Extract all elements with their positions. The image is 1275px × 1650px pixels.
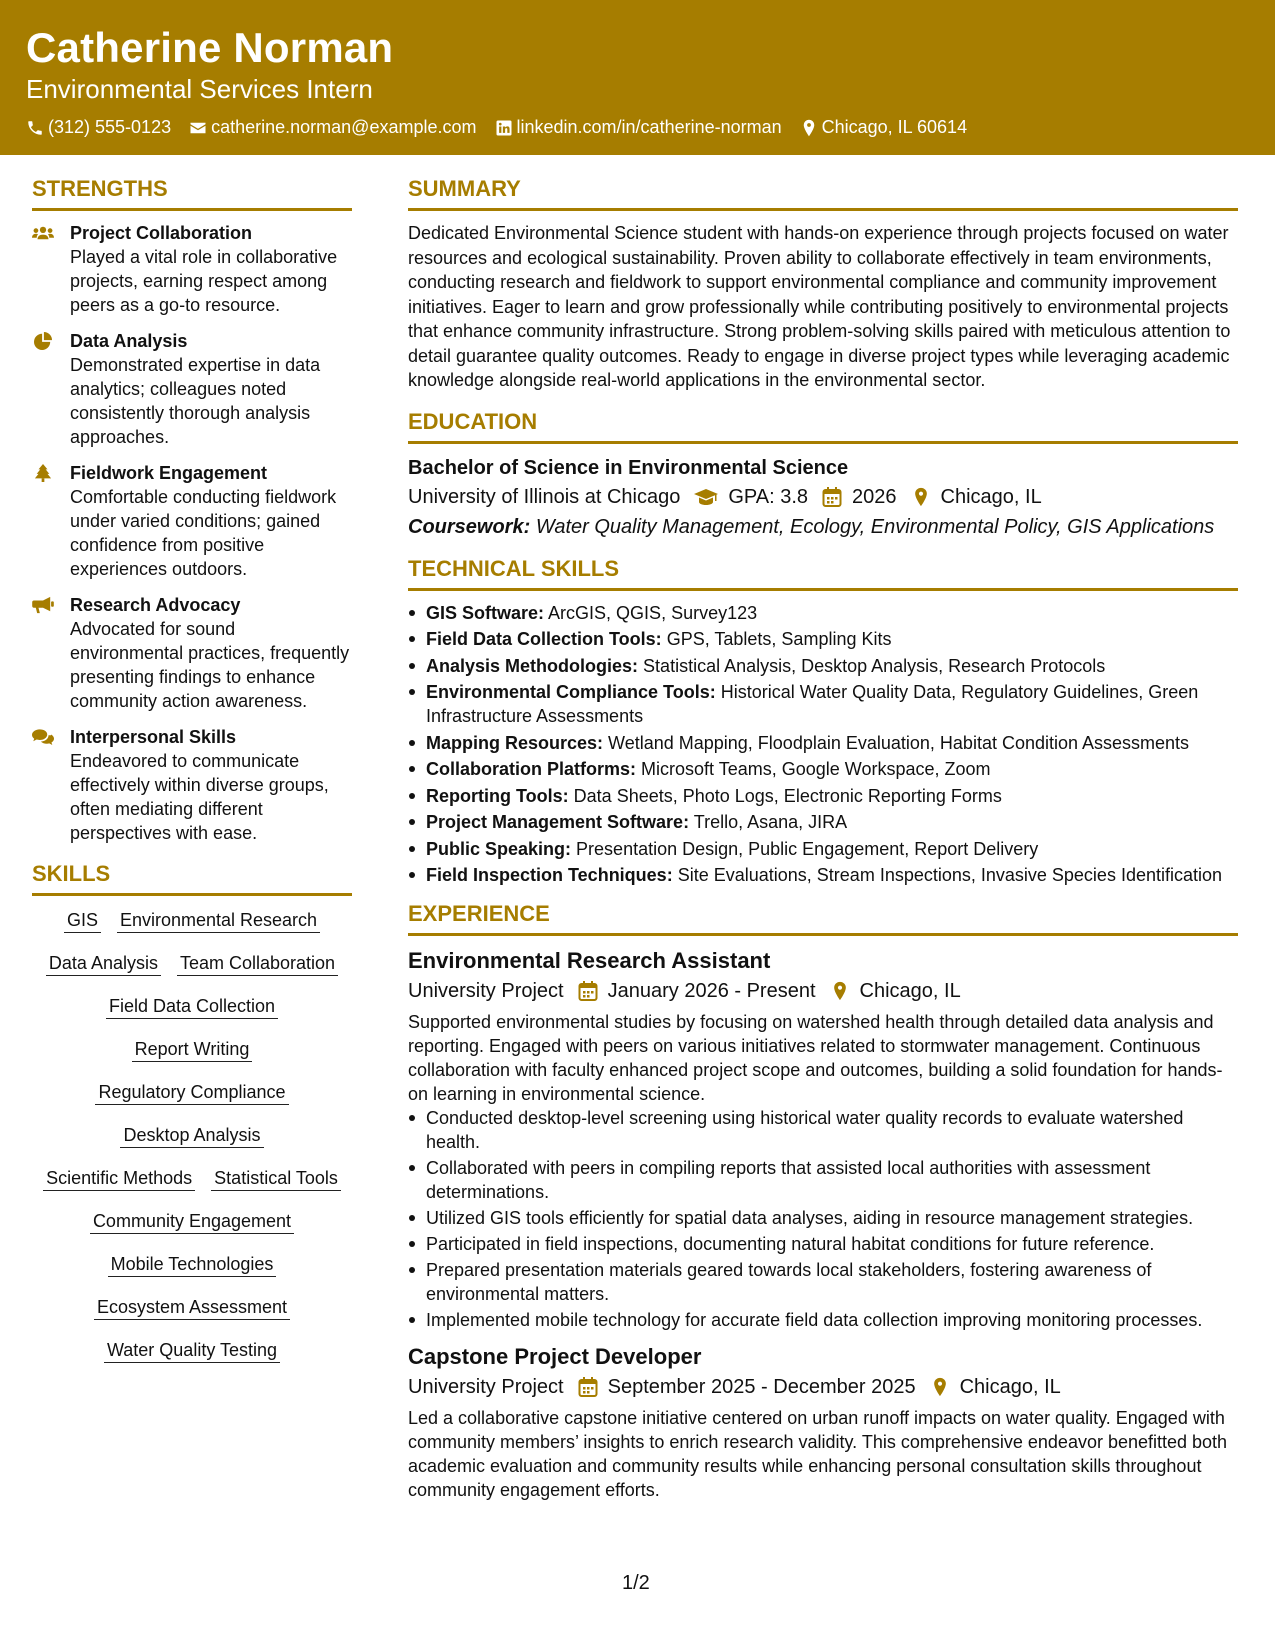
list-item: [408, 784, 1238, 808]
list-item: [408, 863, 1238, 887]
list-item: [408, 757, 1238, 781]
technical-skills-list: [408, 601, 1238, 888]
users-icon: [32, 224, 54, 242]
megaphone-icon: [32, 596, 54, 614]
job-title: Capstone Project Developer: [408, 1344, 702, 1369]
job-entry: [408, 946, 1238, 1332]
skill-category: Analysis Methodologies:: [426, 655, 639, 676]
summary-heading: SUMMARY: [408, 176, 1238, 211]
calendar-icon: [822, 487, 842, 507]
linkedin-icon: [495, 119, 513, 137]
job-location: Chicago, IL: [959, 1376, 1061, 1398]
resume-header: [0, 0, 1275, 155]
map-pin-icon: [800, 119, 818, 137]
skill-values: Trello, Asana, JIRA: [693, 812, 848, 832]
skill-tag: Regulatory Compliance: [95, 1080, 288, 1105]
coursework-list: Water Quality Management, Ecology, Environmental Policy, GIS Applications: [535, 515, 1215, 538]
skill-values: Statistical Analysis, Desktop Analysis, Research Protocols: [643, 655, 1106, 676]
comments-icon: [32, 728, 54, 746]
contact-location: [800, 117, 967, 138]
skill-category: Collaboration Platforms:: [426, 759, 637, 779]
skill-tag: GIS: [64, 908, 101, 933]
skill-category: Project Management Software:: [426, 812, 690, 832]
skills-heading: SKILLS: [32, 861, 352, 896]
skill-values: Microsoft Teams, Google Workspace, Zoom: [641, 759, 991, 779]
graduation-year: 2026: [852, 485, 897, 508]
gpa: GPA: 3.8: [728, 485, 809, 508]
skill-tag: Data Analysis: [46, 951, 161, 976]
skill-values: GPS, Tablets, Sampling Kits: [666, 629, 892, 649]
job-description: Led a collaborative capstone initiative centered on urban runoff impacts on water quality. Engaged with community members’ insights to enrich research validity. This comprehensive endeavor benefitted both academic evaluation and community results while enhancing personal consultation skills throughout community engagement efforts.: [408, 1408, 1228, 1500]
list-item: [408, 680, 1238, 728]
strengths-heading: STRENGTHS: [32, 176, 352, 211]
education-location: Chicago, IL: [940, 485, 1042, 508]
contact-linkedin[interactable]: [495, 117, 782, 138]
skill-values: Wetland Mapping, Floodplain Evaluation, Habitat Condition Assessments: [608, 732, 1190, 753]
list-item: [408, 837, 1238, 861]
contact-phone[interactable]: [26, 117, 171, 138]
job-meta: [408, 1372, 1238, 1402]
skill-tag: Environmental Research: [117, 908, 320, 933]
contact-bar: [26, 117, 985, 138]
list-item: Conducted desktop-level screening using historical water quality records to evaluate watershed health.: [408, 1106, 1238, 1154]
job-title: Environmental Research Assistant: [408, 948, 771, 973]
list-item: [408, 654, 1238, 678]
list-item: [408, 627, 1238, 651]
summary-text: Dedicated Environmental Science student with hands-on experience through projects focused on water resources and ecological sustainability. Proven ability to collaborate effectively in team environments, conducting research and fieldwork to support environmental compliance and community improvement initiatives. Eager to learn and grow professionally while contributing positively to environmental projects that enhance community infrastructure. Strong problem-solving skills paired with meticulous attention to detail guarantee quality outcomes. Ready to engage in diverse project types while leveraging academic knowledge alongside real-world applications in the environmental sector.: [408, 223, 1231, 390]
strength-desc: Advocated for sound environmental practices, frequently presenting findings to enhance community action awareness.: [70, 619, 350, 711]
skill-tag: Team Collaboration: [177, 951, 338, 976]
job-entry: [408, 1342, 1238, 1502]
list-item: [408, 601, 1238, 625]
skill-category: Public Speaking:: [426, 838, 572, 859]
pie-chart-icon: [32, 332, 54, 350]
degree-title: Bachelor of Science in Environmental Science: [408, 456, 849, 479]
contact-phone-text: (312) 555-0123: [48, 117, 172, 137]
skill-values: Presentation Design, Public Engagement, Report Delivery: [576, 838, 1039, 859]
candidate-name: Catherine Norman: [26, 24, 394, 71]
skill-values: Data Sheets, Photo Logs, Electronic Reporting Forms: [573, 785, 1002, 806]
list-item: Utilized GIS tools efficiently for spatial data analyses, aiding in resource management strategies.: [408, 1206, 1238, 1230]
job-bullets: [408, 1106, 1238, 1332]
contact-location-text: Chicago, IL 60614: [821, 117, 968, 137]
list-item: Implemented mobile technology for accurate field data collection improving monitoring processes.: [408, 1308, 1238, 1332]
skill-category: Reporting Tools:: [426, 785, 569, 806]
skill-tag: Statistical Tools: [211, 1166, 341, 1191]
map-pin-icon: [930, 1377, 950, 1397]
skill-category: GIS Software:: [426, 602, 545, 623]
job-description: Supported environmental studies by focusing on watershed health through detailed data analysis and reporting. Engaged with peers on various initiatives related to stormwater management. Continuous collaboration with faculty enhanced project scope and outcomes, building a solid foundation for hands-on learning in environmental science.: [408, 1012, 1223, 1104]
experience-heading: EXPERIENCE: [408, 901, 1238, 936]
phone-icon: [26, 119, 44, 137]
skills-list: [32, 908, 352, 1381]
education-heading: EDUCATION: [408, 409, 1238, 444]
skill-category: Mapping Resources:: [426, 732, 604, 753]
skill-tag: Community Engagement: [90, 1209, 294, 1234]
strength-name: Project Collaboration: [70, 223, 253, 243]
strength-desc: Comfortable conducting fieldwork under varied conditions; gained confidence from positive experiences outdoors.: [70, 487, 337, 579]
skill-category: Field Inspection Techniques:: [426, 865, 673, 885]
skill-category: Environmental Compliance Tools:: [426, 682, 716, 702]
left-column: [32, 176, 352, 1381]
skill-values: Site Evaluations, Stream Inspections, Invasive Species Identification: [677, 865, 1223, 885]
skill-category: Field Data Collection Tools:: [426, 629, 662, 649]
education-meta: [408, 482, 1238, 512]
strength-item: [32, 329, 352, 449]
list-item: Collaborated with peers in compiling reports that assisted local authorities with assessment determinations.: [408, 1156, 1238, 1204]
coursework: [408, 512, 1238, 542]
job-dates: January 2026 - Present: [607, 980, 816, 1002]
skill-tag: Scientific Methods: [43, 1166, 195, 1191]
skill-values: Historical Water Quality Data, Regulatory Guidelines, Green Infrastructure Assessments: [426, 682, 1199, 726]
coursework-label: Coursework:: [408, 515, 531, 538]
skill-tag: Water Quality Testing: [104, 1338, 280, 1363]
skill-tag: Report Writing: [132, 1037, 253, 1062]
candidate-title: Environmental Services Intern: [26, 74, 373, 104]
list-item: [408, 731, 1238, 755]
map-pin-icon: [911, 487, 931, 507]
envelope-icon: [189, 119, 207, 137]
list-item: [408, 810, 1238, 834]
calendar-icon: [578, 1377, 598, 1397]
contact-email-text: catherine.norman@example.com: [211, 117, 477, 137]
skill-tag: Mobile Technologies: [108, 1252, 277, 1277]
graduation-cap-icon: [694, 487, 718, 507]
strength-name: Research Advocacy: [70, 595, 241, 615]
job-org: University Project: [408, 980, 564, 1002]
school-name: University of Illinois at Chicago: [408, 485, 681, 508]
tree-icon: [32, 464, 54, 482]
strength-name: Interpersonal Skills: [70, 727, 237, 747]
strength-desc: Played a vital role in collaborative projects, earning respect among peers as a go-to resource.: [70, 247, 338, 315]
skill-tag: Field Data Collection: [106, 994, 278, 1019]
calendar-icon: [578, 981, 598, 1001]
page-number: 1/2: [622, 1572, 650, 1594]
skill-tag: Desktop Analysis: [120, 1123, 263, 1148]
strength-item: [32, 725, 352, 845]
contact-linkedin-text: linkedin.com/in/catherine-norman: [516, 117, 782, 137]
technical-skills-heading: TECHNICAL SKILLS: [408, 556, 1238, 591]
job-org: University Project: [408, 1376, 564, 1398]
list-item: Prepared presentation materials geared towards local stakeholders, fostering awareness of environmental matters.: [408, 1258, 1238, 1306]
right-column: [408, 176, 1238, 1502]
strength-name: Fieldwork Engagement: [70, 463, 268, 483]
strength-item: [32, 461, 352, 581]
map-pin-icon: [830, 981, 850, 1001]
strength-item: [32, 593, 352, 713]
job-dates: September 2025 - December 2025: [607, 1376, 916, 1398]
list-item: Participated in field inspections, documenting natural habitat conditions for future reference.: [408, 1232, 1238, 1256]
job-location: Chicago, IL: [859, 980, 961, 1002]
skill-tag: Ecosystem Assessment: [94, 1295, 290, 1320]
strength-desc: Endeavored to communicate effectively within diverse groups, often mediating different perspectives with ease.: [70, 751, 329, 843]
skill-values: ArcGIS, QGIS, Survey123: [548, 602, 758, 623]
strength-item: [32, 221, 352, 317]
strength-desc: Demonstrated expertise in data analytics; colleagues noted consistently thorough analysis approaches.: [70, 355, 321, 447]
contact-email[interactable]: [189, 117, 476, 138]
job-meta: [408, 976, 1238, 1006]
strength-name: Data Analysis: [70, 331, 188, 351]
